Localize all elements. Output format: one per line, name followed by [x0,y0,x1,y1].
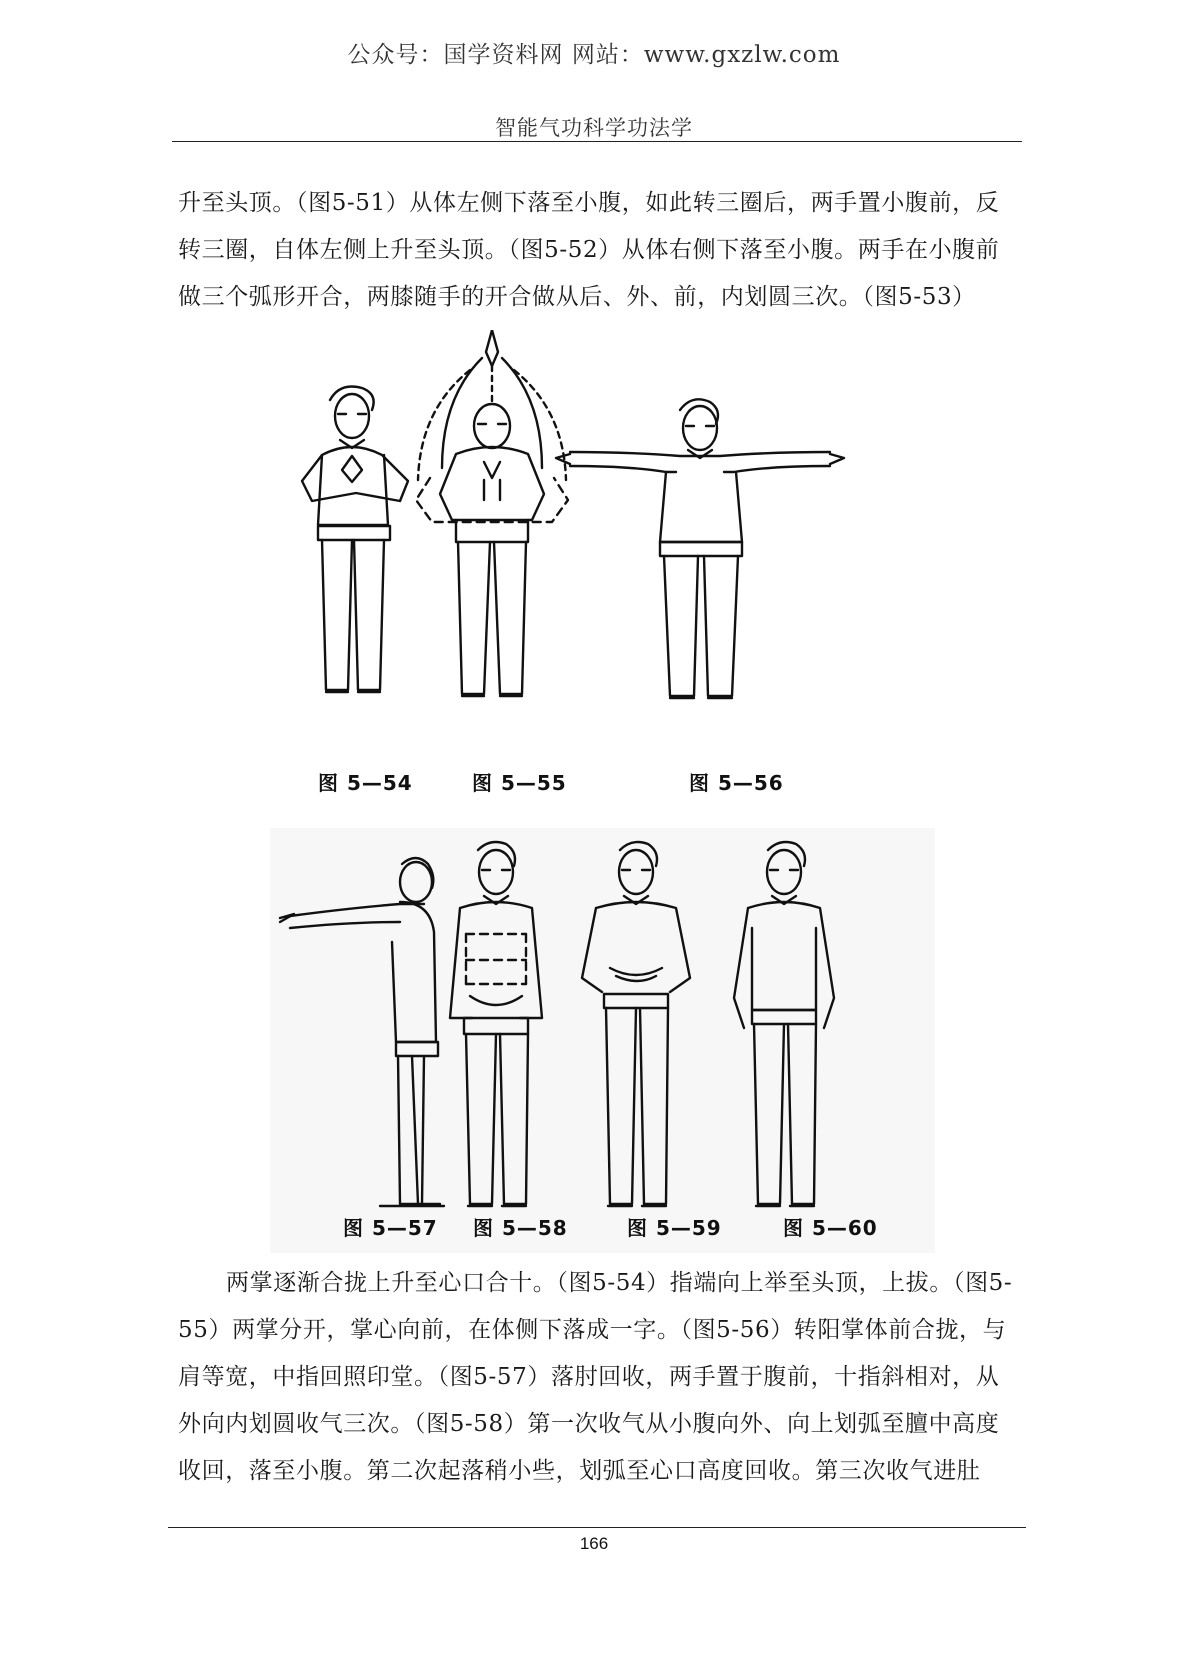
book-title: 智能气功科学功法学 [495,116,693,140]
figure-5-58-illustration [450,842,542,1206]
figure-5-54-illustration [302,387,408,693]
figure-caption-5-58: 图 5—58 [473,1216,568,1240]
figure-5-57-illustration [280,858,444,1206]
figure-caption-5-60: 图 5—60 [783,1216,878,1240]
figure-5-59-illustration [582,842,690,1206]
figure-row-1 [270,330,950,820]
page-number: 166 [579,1534,609,1553]
figure-caption-5-54: 图 5—54 [318,771,413,795]
watermark-header: 公众号：国学资料网 网站：www.gxzlw.com [347,42,841,68]
figure-caption-5-55: 图 5—55 [472,771,567,795]
figure-caption-5-57: 图 5—57 [343,1216,438,1240]
figure-5-55-illustration [416,330,568,696]
paragraph-2: 两掌逐渐合拢上升至心口合十。（图5-54）指端向上举至头顶，上拔。（图5-55）两掌分开，掌心向前，在体侧下落成一字。（图5-56）转阳掌体前合拢，与肩等宽，中指回照印堂。（图5-57）落肘回收，两手置于腹前，十指斜相对，从外向内划圆收气三次。（图5-58）第一次收气从小腹向外、向上划弧至膻中高度收回，落至小腹。第二次起落稍小些，划弧至心口高度回收。第三次收气进肚 [178,1270,1013,1484]
figure-5-56-illustration [556,399,844,698]
figure-row-2 [270,828,935,1253]
paragraph-1: 升至头顶。（图5-51）从体左侧下落至小腹，如此转三圈后，两手置小腹前，反转三圈，自体左侧上升至头顶。（图5-52）从体右侧下落至小腹。两手在小腹前做三个弧形开合，两膝随手的开合做从后、外、前，内划圆三次。（图5-53） [178,190,1000,310]
figure-caption-5-56: 图 5—56 [689,771,784,795]
footer-rule [168,1527,1026,1528]
figure-5-60-illustration [734,842,834,1206]
header-rule [172,141,1022,142]
figure-caption-5-59: 图 5—59 [627,1216,722,1240]
